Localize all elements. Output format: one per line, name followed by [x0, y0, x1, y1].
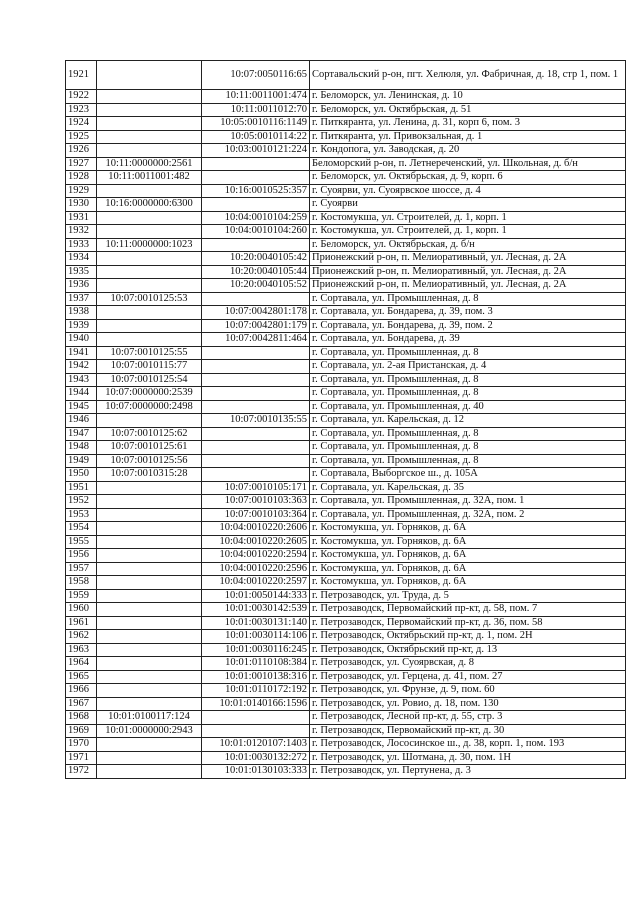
address-cell: г. Петрозаводск, Первомайский пр-кт, д. 36, пом. 58	[310, 616, 626, 630]
row-number-cell: 1971	[66, 751, 97, 765]
cadastral-number-cell-1: 10:07:0010125:62	[97, 427, 202, 441]
row-number-cell: 1928	[66, 171, 97, 185]
address-cell: г. Сортавала, ул. Промышленная, д. 8	[310, 427, 626, 441]
table-row	[66, 238, 626, 252]
row-number-cell: 1939	[66, 319, 97, 333]
cadastral-number-cell-1	[97, 576, 202, 590]
table-row	[66, 292, 626, 306]
row-number-cell: 1950	[66, 468, 97, 482]
address-cell: г. Кондопога, ул. Заводская, д. 20	[310, 144, 626, 158]
cadastral-number-cell-1	[97, 643, 202, 657]
table-row	[66, 549, 626, 563]
cadastral-number-cell-1	[97, 589, 202, 603]
cadastral-number-cell-1	[97, 508, 202, 522]
row-number-cell: 1953	[66, 508, 97, 522]
table-row	[66, 184, 626, 198]
address-cell: г. Костомукша, ул. Горняков, д. 6А	[310, 576, 626, 590]
cadastral-number-cell-1	[97, 252, 202, 266]
cadastral-number-cell-2: 10:01:0140166:1596	[202, 697, 310, 711]
cadastral-number-cell-2	[202, 468, 310, 482]
cadastral-number-cell-2: 10:04:0010104:259	[202, 211, 310, 225]
cadastral-number-cell-2: 10:01:0030116:245	[202, 643, 310, 657]
address-cell: г. Сортавала, ул. Промышленная, д. 8	[310, 373, 626, 387]
cadastral-number-cell-2: 10:07:0042801:178	[202, 306, 310, 320]
address-cell: г. Суоярви, ул. Суоярвское шоссе, д. 4	[310, 184, 626, 198]
table-row	[66, 765, 626, 779]
row-number-cell: 1947	[66, 427, 97, 441]
address-cell: г. Петрозаводск, ул. Суоярвская, д. 8	[310, 657, 626, 671]
property-table	[65, 60, 626, 779]
cadastral-number-cell-2	[202, 724, 310, 738]
table-row	[66, 346, 626, 360]
table-row	[66, 279, 626, 293]
row-number-cell: 1924	[66, 117, 97, 131]
cadastral-number-cell-1: 10:11:0000000:1023	[97, 238, 202, 252]
table-row	[66, 441, 626, 455]
cadastral-number-cell-1	[97, 130, 202, 144]
table-row	[66, 562, 626, 576]
address-cell: г. Сортавала, ул. Бондарева, д. 39, пом. 2	[310, 319, 626, 333]
table-row	[66, 157, 626, 171]
address-cell: г. Беломорск, ул. Ленинская, д. 10	[310, 90, 626, 104]
table-row	[66, 697, 626, 711]
row-number-cell: 1935	[66, 265, 97, 279]
address-cell: г. Сортавала, ул. Промышленная, д. 8	[310, 346, 626, 360]
table-row	[66, 576, 626, 590]
cadastral-number-cell-2: 10:20:0040105:42	[202, 252, 310, 266]
cadastral-number-cell-2	[202, 157, 310, 171]
table-row	[66, 481, 626, 495]
table-row	[66, 454, 626, 468]
cadastral-number-cell-2: 10:01:0110108:384	[202, 657, 310, 671]
cadastral-number-cell-2: 10:01:0030132:272	[202, 751, 310, 765]
cadastral-number-cell-2: 10:11:0011012:70	[202, 103, 310, 117]
address-cell: Прионежский р-он, п. Мелиоративный, ул. Лесная, д. 2А	[310, 265, 626, 279]
cadastral-number-cell-1	[97, 414, 202, 428]
row-number-cell: 1937	[66, 292, 97, 306]
cadastral-number-cell-2: 10:20:0040105:52	[202, 279, 310, 293]
address-cell: г. Петрозаводск, Октябрьский пр-кт, д. 1, пом. 2Н	[310, 630, 626, 644]
row-number-cell: 1929	[66, 184, 97, 198]
cadastral-number-cell-1	[97, 211, 202, 225]
cadastral-number-cell-2	[202, 198, 310, 212]
address-cell: г. Сортавала, ул. Бондарева, д. 39, пом. 3	[310, 306, 626, 320]
address-cell: Прионежский р-он, п. Мелиоративный, ул. Лесная, д. 2А	[310, 279, 626, 293]
cadastral-number-cell-2: 10:11:0011001:474	[202, 90, 310, 104]
row-number-cell: 1923	[66, 103, 97, 117]
cadastral-number-cell-1: 10:01:0100117:124	[97, 711, 202, 725]
table-row	[66, 684, 626, 698]
address-cell: г. Сортавала, ул. Карельская, д. 35	[310, 481, 626, 495]
cadastral-number-cell-2: 10:04:0010220:2597	[202, 576, 310, 590]
cadastral-number-cell-1: 10:11:0000000:2561	[97, 157, 202, 171]
row-number-cell: 1951	[66, 481, 97, 495]
row-number-cell: 1938	[66, 306, 97, 320]
address-cell: Сортавальский р-он, пгт. Хелюля, ул. Фабричная, д. 18, стр 1, пом. 1	[310, 61, 626, 90]
row-number-cell: 1927	[66, 157, 97, 171]
cadastral-number-cell-2	[202, 238, 310, 252]
cadastral-number-cell-2	[202, 454, 310, 468]
cadastral-number-cell-2: 10:07:0042811:464	[202, 333, 310, 347]
cadastral-number-cell-1	[97, 265, 202, 279]
cadastral-number-cell-2	[202, 441, 310, 455]
row-number-cell: 1943	[66, 373, 97, 387]
table-row	[66, 144, 626, 158]
cadastral-number-cell-1	[97, 495, 202, 509]
table-row	[66, 522, 626, 536]
cadastral-number-cell-1: 10:16:0000000:6300	[97, 198, 202, 212]
cadastral-number-cell-2	[202, 346, 310, 360]
cadastral-number-cell-2	[202, 711, 310, 725]
address-cell: г. Петрозаводск, ул. Пертунена, д. 3	[310, 765, 626, 779]
cadastral-number-cell-2: 10:01:0030114:106	[202, 630, 310, 644]
table-row	[66, 589, 626, 603]
cadastral-number-cell-2: 10:01:0050144:333	[202, 589, 310, 603]
address-cell: г. Беломорск, ул. Октябрьская, д. 9, корп. 6	[310, 171, 626, 185]
row-number-cell: 1957	[66, 562, 97, 576]
cadastral-number-cell-2	[202, 387, 310, 401]
cadastral-number-cell-2: 10:07:0010135:55	[202, 414, 310, 428]
address-cell: г. Петрозаводск, ул. Ровио, д. 18, пом. 130	[310, 697, 626, 711]
table-row	[66, 400, 626, 414]
cadastral-number-cell-1	[97, 333, 202, 347]
table-row	[66, 117, 626, 131]
address-cell: г. Питкяранта, ул. Ленина, д. 31, корп 6, пом. 3	[310, 117, 626, 131]
table-row	[66, 535, 626, 549]
row-number-cell: 1952	[66, 495, 97, 509]
table-row	[66, 265, 626, 279]
row-number-cell: 1944	[66, 387, 97, 401]
table-row	[66, 495, 626, 509]
row-number-cell: 1959	[66, 589, 97, 603]
table-row	[66, 414, 626, 428]
table-row	[66, 603, 626, 617]
cadastral-number-cell-1: 10:07:0000000:2498	[97, 400, 202, 414]
cadastral-number-cell-2: 10:07:0010103:364	[202, 508, 310, 522]
row-number-cell: 1962	[66, 630, 97, 644]
address-cell: г. Петрозаводск, Первомайский пр-кт, д. 58, пом. 7	[310, 603, 626, 617]
row-number-cell: 1965	[66, 670, 97, 684]
row-number-cell: 1966	[66, 684, 97, 698]
address-cell: г. Сортавала, ул. Промышленная, д. 40	[310, 400, 626, 414]
row-number-cell: 1942	[66, 360, 97, 374]
table-row	[66, 724, 626, 738]
row-number-cell: 1949	[66, 454, 97, 468]
cadastral-number-cell-2: 10:04:0010220:2605	[202, 535, 310, 549]
cadastral-number-cell-1: 10:11:0011001:482	[97, 171, 202, 185]
address-cell: г. Петрозаводск, ул. Герцена, д. 41, пом. 27	[310, 670, 626, 684]
row-number-cell: 1961	[66, 616, 97, 630]
cadastral-number-cell-2: 10:05:0010114:22	[202, 130, 310, 144]
cadastral-number-cell-1	[97, 144, 202, 158]
table-row	[66, 306, 626, 320]
cadastral-number-cell-2	[202, 373, 310, 387]
table-row	[66, 468, 626, 482]
cadastral-number-cell-2: 10:01:0110172:192	[202, 684, 310, 698]
address-cell: г. Петрозаводск, Лососинское ш., д. 38, корп. 1, пом. 193	[310, 738, 626, 752]
row-number-cell: 1940	[66, 333, 97, 347]
cadastral-number-cell-1	[97, 657, 202, 671]
table-row	[66, 373, 626, 387]
cadastral-number-cell-1: 10:07:0010115:77	[97, 360, 202, 374]
row-number-cell: 1921	[66, 61, 97, 90]
table-row	[66, 211, 626, 225]
table-row	[66, 643, 626, 657]
row-number-cell: 1956	[66, 549, 97, 563]
row-number-cell: 1972	[66, 765, 97, 779]
cadastral-number-cell-1	[97, 549, 202, 563]
cadastral-number-cell-2: 10:01:0030131:140	[202, 616, 310, 630]
cadastral-number-cell-2: 10:01:0130103:333	[202, 765, 310, 779]
table-row	[66, 616, 626, 630]
address-cell: г. Сортавала, ул. Промышленная, д. 8	[310, 441, 626, 455]
row-number-cell: 1955	[66, 535, 97, 549]
cadastral-number-cell-1	[97, 616, 202, 630]
table-row	[66, 130, 626, 144]
table-row	[66, 630, 626, 644]
address-cell: г. Петрозаводск, ул. Фрунзе, д. 9, пом. 60	[310, 684, 626, 698]
cadastral-number-cell-2	[202, 427, 310, 441]
table-row	[66, 319, 626, 333]
cadastral-number-cell-1: 10:07:0010125:54	[97, 373, 202, 387]
cadastral-number-cell-2: 10:07:0050116:65	[202, 61, 310, 90]
address-cell: г. Суоярви	[310, 198, 626, 212]
cadastral-number-cell-1	[97, 738, 202, 752]
address-cell: г. Беломорск, ул. Октябрьская, д. 51	[310, 103, 626, 117]
table-row	[66, 225, 626, 239]
cadastral-number-cell-2: 10:07:0042801:179	[202, 319, 310, 333]
cadastral-number-cell-2	[202, 171, 310, 185]
table-row	[66, 333, 626, 347]
cadastral-number-cell-1	[97, 697, 202, 711]
cadastral-number-cell-2: 10:01:0120107:1403	[202, 738, 310, 752]
table-row	[66, 387, 626, 401]
cadastral-number-cell-1: 10:07:0010125:56	[97, 454, 202, 468]
cadastral-number-cell-2: 10:16:0010525:357	[202, 184, 310, 198]
address-cell: г. Сортавала, ул. Промышленная, д. 8	[310, 454, 626, 468]
cadastral-number-cell-2: 10:03:0010121:224	[202, 144, 310, 158]
row-number-cell: 1932	[66, 225, 97, 239]
row-number-cell: 1946	[66, 414, 97, 428]
address-cell: г. Костомукша, ул. Строителей, д. 1, корп. 1	[310, 211, 626, 225]
table-row	[66, 198, 626, 212]
cadastral-number-cell-2: 10:07:0010105:171	[202, 481, 310, 495]
row-number-cell: 1970	[66, 738, 97, 752]
row-number-cell: 1958	[66, 576, 97, 590]
table-row	[66, 103, 626, 117]
cadastral-number-cell-1	[97, 319, 202, 333]
row-number-cell: 1934	[66, 252, 97, 266]
address-cell: г. Петрозаводск, Первомайский пр-кт, д. 30	[310, 724, 626, 738]
cadastral-number-cell-1	[97, 751, 202, 765]
cadastral-number-cell-1	[97, 603, 202, 617]
cadastral-number-cell-1	[97, 535, 202, 549]
cadastral-number-cell-1	[97, 184, 202, 198]
row-number-cell: 1948	[66, 441, 97, 455]
address-cell: г. Петрозаводск, ул. Труда, д. 5	[310, 589, 626, 603]
address-cell: г. Питкяранта, ул. Привокзальная, д. 1	[310, 130, 626, 144]
cadastral-number-cell-2	[202, 292, 310, 306]
table-row	[66, 360, 626, 374]
cadastral-number-cell-1	[97, 684, 202, 698]
row-number-cell: 1933	[66, 238, 97, 252]
address-cell: г. Костомукша, ул. Горняков, д. 6А	[310, 522, 626, 536]
table-row	[66, 508, 626, 522]
address-cell: г. Сортавала, ул. Промышленная, д. 8	[310, 292, 626, 306]
cadastral-number-cell-1: 10:07:0000000:2539	[97, 387, 202, 401]
cadastral-number-cell-1	[97, 481, 202, 495]
cadastral-number-cell-2: 10:04:0010220:2596	[202, 562, 310, 576]
cadastral-number-cell-1	[97, 306, 202, 320]
cadastral-number-cell-1: 10:07:0010125:61	[97, 441, 202, 455]
cadastral-number-cell-2	[202, 400, 310, 414]
cadastral-number-cell-2: 10:07:0010103:363	[202, 495, 310, 509]
cadastral-number-cell-1	[97, 103, 202, 117]
table-row	[66, 738, 626, 752]
cadastral-number-cell-1	[97, 522, 202, 536]
address-cell: г. Сортавала, ул. Бондарева, д. 39	[310, 333, 626, 347]
row-number-cell: 1931	[66, 211, 97, 225]
cadastral-number-cell-1	[97, 279, 202, 293]
address-cell: г. Сортавала, ул. Карельская, д. 12	[310, 414, 626, 428]
table-body	[66, 61, 626, 779]
cadastral-number-cell-2	[202, 360, 310, 374]
address-cell: г. Костомукша, ул. Горняков, д. 6А	[310, 562, 626, 576]
address-cell: Беломорский р-он, п. Летнереченский, ул. Школьная, д. б/н	[310, 157, 626, 171]
cadastral-number-cell-1	[97, 117, 202, 131]
cadastral-number-cell-2: 10:05:0010116:1149	[202, 117, 310, 131]
cadastral-number-cell-1	[97, 562, 202, 576]
address-cell: г. Сортавала, ул. 2-ая Пристанская, д. 4	[310, 360, 626, 374]
cadastral-number-cell-2: 10:04:0010220:2594	[202, 549, 310, 563]
address-cell: г. Петрозаводск, Октябрьский пр-кт, д. 13	[310, 643, 626, 657]
row-number-cell: 1960	[66, 603, 97, 617]
row-number-cell: 1926	[66, 144, 97, 158]
row-number-cell: 1936	[66, 279, 97, 293]
cadastral-number-cell-1: 10:07:0010125:55	[97, 346, 202, 360]
cadastral-number-cell-2: 10:01:0010138:316	[202, 670, 310, 684]
table-row	[66, 670, 626, 684]
row-number-cell: 1968	[66, 711, 97, 725]
address-cell: г. Петрозаводск, ул. Шотмана, д. 30, пом. 1Н	[310, 751, 626, 765]
row-number-cell: 1941	[66, 346, 97, 360]
address-cell: Прионежский р-он, п. Мелиоративный, ул. Лесная, д. 2А	[310, 252, 626, 266]
table-row	[66, 657, 626, 671]
address-cell: г. Костомукша, ул. Строителей, д. 1, корп. 1	[310, 225, 626, 239]
row-number-cell: 1930	[66, 198, 97, 212]
table-row	[66, 711, 626, 725]
row-number-cell: 1922	[66, 90, 97, 104]
cadastral-number-cell-1	[97, 670, 202, 684]
table-row	[66, 171, 626, 185]
row-number-cell: 1963	[66, 643, 97, 657]
cadastral-number-cell-1: 10:01:0000000:2943	[97, 724, 202, 738]
address-cell: г. Беломорск, ул. Октябрьская, д. б/н	[310, 238, 626, 252]
address-cell: г. Сортавала, ул. Промышленная, д. 32А, пом. 1	[310, 495, 626, 509]
address-cell: г. Костомукша, ул. Горняков, д. 6А	[310, 535, 626, 549]
row-number-cell: 1925	[66, 130, 97, 144]
row-number-cell: 1945	[66, 400, 97, 414]
cadastral-number-cell-1	[97, 90, 202, 104]
address-cell: г. Сортавала, ул. Промышленная, д. 32А, пом. 2	[310, 508, 626, 522]
table-row	[66, 61, 626, 90]
table-row	[66, 427, 626, 441]
cadastral-number-cell-2: 10:01:0030142:539	[202, 603, 310, 617]
address-cell: г. Сортавала, Выборгское ш., д. 105А	[310, 468, 626, 482]
row-number-cell: 1954	[66, 522, 97, 536]
cadastral-number-cell-1	[97, 630, 202, 644]
cadastral-number-cell-2: 10:04:0010104:260	[202, 225, 310, 239]
row-number-cell: 1967	[66, 697, 97, 711]
cadastral-number-cell-1	[97, 61, 202, 90]
cadastral-number-cell-1	[97, 225, 202, 239]
table-row	[66, 252, 626, 266]
table-row	[66, 751, 626, 765]
cadastral-number-cell-1	[97, 765, 202, 779]
address-cell: г. Петрозаводск, Лесной пр-кт, д. 55, стр. 3	[310, 711, 626, 725]
cadastral-number-cell-2: 10:20:0040105:44	[202, 265, 310, 279]
cadastral-number-cell-1: 10:07:0010315:28	[97, 468, 202, 482]
address-cell: г. Костомукша, ул. Горняков, д. 6А	[310, 549, 626, 563]
table-row	[66, 90, 626, 104]
cadastral-number-cell-2: 10:04:0010220:2606	[202, 522, 310, 536]
row-number-cell: 1964	[66, 657, 97, 671]
cadastral-number-cell-1: 10:07:0010125:53	[97, 292, 202, 306]
address-cell: г. Сортавала, ул. Промышленная, д. 8	[310, 387, 626, 401]
row-number-cell: 1969	[66, 724, 97, 738]
